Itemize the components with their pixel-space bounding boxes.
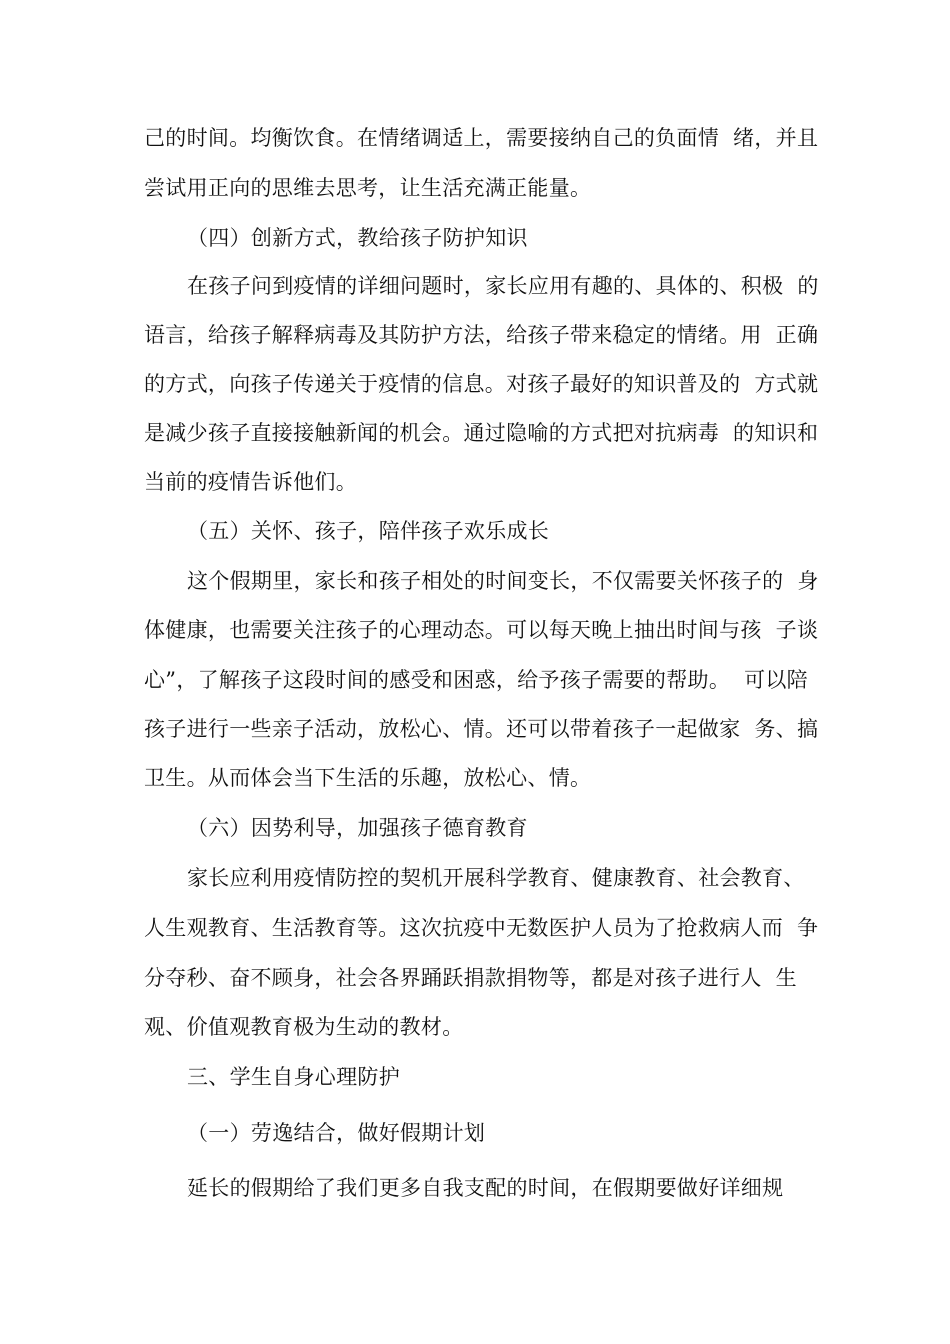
body-line: 己的时间。均衡饮食。在情绪调适上，需要接纳自己的负面情 绪，并且 — [144, 126, 819, 150]
body-line: 心”，了解孩子这段时间的感受和困惑，给予孩子需要的帮助。 可以陪 — [144, 668, 808, 692]
body-line: 尝试用正向的思维去思考，让生活充满正能量。 — [144, 176, 592, 200]
body-line: 孩子进行一些亲子活动，放松心、情。还可以带着孩子一起做家 务、搞 — [144, 717, 819, 741]
body-line: 语言，给孩子解释病毒及其防护方法，给孩子带来稳定的情绪。用 正确 — [144, 323, 819, 347]
body-line: 是减少孩子直接接触新闻的机会。通过隐喻的方式把对抗病毒 的知识和 — [144, 421, 819, 445]
paragraph-first-line: 这个假期里，家长和孩子相处的时间变长，不仅需要关怀孩子的 身 — [187, 569, 819, 593]
section-heading-1: （一）劳逸结合，做好假期计划 — [187, 1121, 486, 1145]
body-line: 体健康，也需要关注孩子的心理动态。可以每天晚上抽出时间与孩 子谈 — [144, 618, 819, 642]
section-heading-5: （五）关怀、孩子，陪伴孩子欢乐成长 — [187, 519, 550, 543]
body-line: 当前的疫情告诉他们。 — [144, 470, 357, 494]
chapter-heading-3: 三、学生自身心理防护 — [187, 1065, 400, 1089]
body-line: 分夺秒、奋不顾身，社会各界踊跃捐款捐物等，都是对孩子进行人 生 — [144, 966, 797, 990]
body-line: 人生观教育、生活教育等。这次抗疫中无数医护人员为了抢救病人而 争 — [144, 916, 819, 940]
section-heading-4: （四）创新方式，教给孩子防护知识 — [187, 226, 528, 250]
section-heading-6: （六）因势利导，加强孩子德育教育 — [187, 816, 528, 840]
paragraph-first-line: 家长应利用疫情防控的契机开展科学教育、健康教育、社会教育、 — [187, 866, 805, 890]
body-line: 观、价值观教育极为生动的教材。 — [144, 1015, 464, 1039]
paragraph-first-line: 在孩子问到疫情的详细问题时，家长应用有趣的、具体的、积极 的 — [187, 274, 819, 298]
body-line: 的方式，向孩子传递关于疫情的信息。对孩子最好的知识普及的 方式就 — [144, 372, 819, 396]
paragraph-first-line: 延长的假期给了我们更多自我支配的时间，在假期要做好详细规 — [187, 1176, 784, 1200]
body-line: 卫生。从而体会当下生活的乐趣，放松心、情。 — [144, 766, 592, 790]
